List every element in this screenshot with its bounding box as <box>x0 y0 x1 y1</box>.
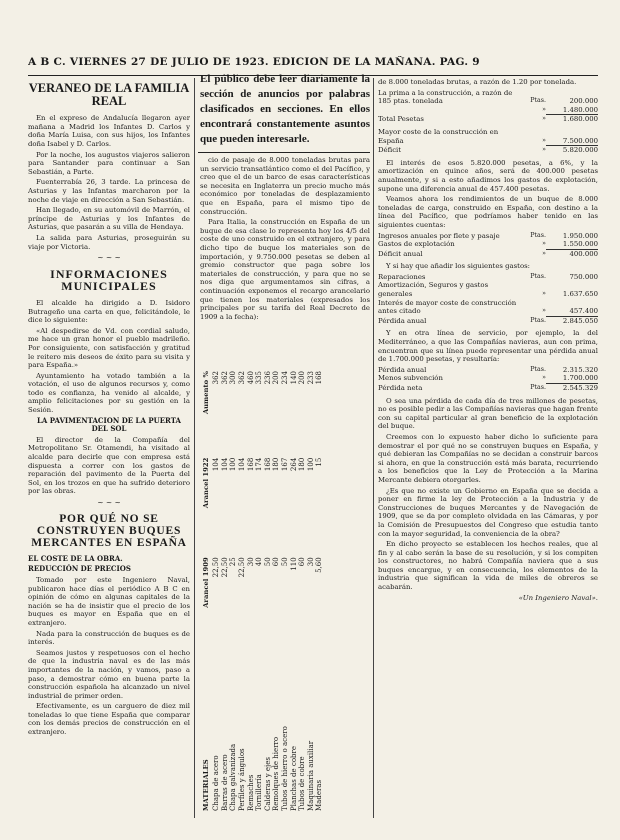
ornament-divider-2: ~ ~ ~ <box>97 498 121 507</box>
ledger-row <box>378 114 598 124</box>
tariff-cell: 104 <box>212 457 221 472</box>
info-paragraph-1: El alcalde ha dirigido a D. Isidoro Butrageño una carta en que, felicitándole, le dice lo siguiente: <box>28 298 190 325</box>
col3-paragraph-3: Veamos ahora los rendimientos de un buque de 8.000 toneladas de carga, construido en España, con destino a la línea del Pacífico, que podríamos haber tenido en las siguientes cuentas: <box>378 195 598 229</box>
tariff-cell: 200 <box>298 371 307 385</box>
ledger-label: Amortización, Seguros y gastos generales <box>378 281 489 299</box>
tariff-header-cell: MATERIALES <box>202 759 210 811</box>
ledger-prima <box>378 89 598 124</box>
table-row <box>298 368 307 814</box>
ledger-currency: Ptas. <box>530 231 546 239</box>
pavimentacion-paragraph: El director de la Compañía del Metropolitano Sr. Otamendi, ha visitado al alcalde para decirle que con empresa está dispuesta a correr con los gastos de reparación del pavimento de la Puerta del Sol, en los trozos en que ha sufrido deterioro por las obras. <box>28 435 190 496</box>
tariff-cell: 174 <box>255 457 264 472</box>
tariff-header-cell: Aumento % <box>202 371 210 415</box>
ledger-row <box>378 128 598 145</box>
tariff-cell: 50 <box>263 557 272 567</box>
table-row <box>307 368 316 814</box>
column-divider-2 <box>373 78 374 818</box>
tariff-cell: 25 <box>229 557 238 567</box>
ledger-amount: 1.950.000 <box>562 231 598 240</box>
tariff-cell: 168 <box>315 371 324 385</box>
tariff-cell: Maquinaria auxiliar <box>306 740 315 811</box>
ledger-amount: 400.000 <box>546 249 598 259</box>
ledger-gastos <box>378 273 598 326</box>
ledger-currency: Ptas. <box>530 316 546 324</box>
ledger-row <box>378 281 598 298</box>
ledger-row <box>378 366 598 375</box>
porque-subhead-2: REDUCCIÓN DE PRECIOS <box>28 564 131 574</box>
ledger-amount: 1.550.000 <box>562 240 598 249</box>
column-3 <box>378 78 598 818</box>
veraneo-headline: VERANEO DE LA FAMILIA REAL <box>28 81 190 109</box>
col3-paragraph-9: En dicho proyecto se establecen los hechos reales, que al fin y al cabo serán la base de su resolución, y si los compiten los constructores, no habrá Compañía naviera que a sus buques encargue, y en consecuencia, los elementos de la industria que significan la vida de miles de obreros se acabarán. <box>378 540 598 592</box>
ledger-row <box>378 106 598 115</box>
tariff-cell: 5,60 <box>315 557 324 573</box>
info-paragraph-2: «Al despedirse de Vd. con cordial saludo, me hace un gran honor el pueblo madrileño. Por consiguiente, con satisfacción y gratitud le reitero mis deseos de éxito para su visita y para España.» <box>28 326 190 370</box>
tariff-cell: Tubos de hierro o acero <box>281 726 290 811</box>
tariff-table-header-row <box>200 368 212 814</box>
tariff-cell: 167 <box>281 457 290 472</box>
ledger-label: Ingresos anuales por flete y pasaje <box>378 231 500 240</box>
tariff-cell: 362 <box>212 371 221 385</box>
ledger-row <box>378 145 598 155</box>
tariff-cell: 300 <box>229 371 238 385</box>
tariff-cell: Chapa de acero <box>212 755 221 811</box>
table-row <box>238 368 247 814</box>
ledger-row <box>378 240 598 249</box>
tariff-table-body <box>212 368 324 814</box>
tariff-cell: 140 <box>289 371 298 385</box>
page-header: A B C. VIERNES 27 DE JULIO DE 1923. EDICION DE LA MAÑANA. PAG. 9 <box>28 56 480 68</box>
ledger-row <box>378 273 598 282</box>
tariff-cell: Perfiles y ángulos <box>238 748 247 811</box>
ornament-divider: ~ ~ ~ <box>97 253 121 263</box>
article-signature: «Un Ingeniero Naval». <box>518 593 598 602</box>
ledger-amount: 5.820.000 <box>546 145 598 155</box>
tariff-cell: 233 <box>306 371 315 385</box>
pavimentacion-subhead: LA PAVIMENTACION DE LA PUERTA DEL SOL <box>37 415 181 434</box>
ledger-label: Mayor coste de la construcción en España <box>378 127 499 145</box>
table-row <box>281 368 290 814</box>
ledger-currency: Ptas. <box>530 384 546 391</box>
ledger-currency: » <box>542 105 546 113</box>
ledger-label: Reparaciones <box>378 272 426 281</box>
table-row <box>315 368 324 814</box>
tariff-cell: 60 <box>272 557 281 567</box>
tariff-cell: 460 <box>246 371 255 385</box>
ledger-currency: » <box>542 374 546 382</box>
veraneo-paragraph-1: En el expreso de Andalucía llegaron ayer mañana a Madrid los Infantes D. Carlos y doña María Luisa, con sus hijos, los Infantes doña Isabel y D. Carlos. <box>28 114 190 149</box>
ledger-label: Menos subvención <box>378 374 443 383</box>
tariff-cell: 362 <box>220 371 229 385</box>
tariff-cell: Tubos de cobre <box>298 756 307 811</box>
tariff-cell: Remaches <box>246 774 255 811</box>
ledger-currency: » <box>542 146 546 154</box>
porque-paragraph-2: Nada para la construcción de buques es de interés. <box>28 629 190 647</box>
tariff-cell: 15 <box>315 457 324 467</box>
ledger-label: Pérdida neta <box>378 384 423 392</box>
porque-paragraph-3: Seamos justos y respetuosos con el hecho de que la industria naval es de las más importantes de la nación, y vamos, paso a paso, a demostrar cómo en buena parte la construcción española ha alcanzado un nivel industrial de primer orden. <box>28 648 190 700</box>
tariff-cell: 30 <box>246 557 255 567</box>
ledger-label: La prima a la construcción, a razón de 185 ptas. tonelada <box>378 88 513 106</box>
tariff-cell: 168 <box>246 457 255 472</box>
tariff-cell: 100 <box>306 457 315 472</box>
tariff-cell: Calderas y ejes <box>263 757 272 811</box>
ledger-currency: » <box>542 136 546 144</box>
tariff-cell: 104 <box>238 457 247 472</box>
tariff-cell: 180 <box>272 457 281 472</box>
tariff-cell: 362 <box>238 371 247 385</box>
ledger-amount: 1.637.650 <box>562 290 598 299</box>
veraneo-paragraph-2: Por la noche, los augustos viajeros salieron para Santander para continuar a San Sebastián, a Parte. <box>28 150 190 176</box>
col3-paragraph-5: Y en otra línea de servicio, por ejemplo, la del Mediterráneo, a que las Compañías navieras, aun con prima, encuentran que su línea puede representar una pérdida anual de 1.700.000 pesetas, y resultaría: <box>378 329 598 364</box>
tariff-cell: 236 <box>263 371 272 385</box>
notice-rule <box>198 152 370 153</box>
column-1 <box>28 78 190 818</box>
tariff-cell: Maderas <box>315 779 324 811</box>
tariff-cell: 50 <box>281 557 290 567</box>
table-row <box>221 368 230 814</box>
ledger-perdida <box>378 366 598 393</box>
ledger-amount: 457.400 <box>569 307 598 316</box>
table-row <box>289 368 298 814</box>
porque-headline: POR QUÉ NO SE CONSTRUYEN BUQUES MERCANTES EN ESPAÑA <box>31 512 187 549</box>
tariff-cell: 30 <box>306 557 315 567</box>
tariff-cell: Chapa galvanizada <box>229 743 238 811</box>
ledger-currency: Ptas. <box>530 272 546 280</box>
col2-paragraph-1: cio de pasaje de 8.000 toneladas brutas para un servicio transatlántico como el del Pacífico, y creo que el de un barco de esas características se necesita en Inglaterra un precio mucho más económico por toneladas de desplazamiento que en España, para el mismo tipo de construcción. <box>200 156 370 216</box>
classified-notice: El público debe leer diariamente la sección de anuncios por palabras clasificados en secciones. En ellos encontrará constantemente asuntos que pueden interesarle. <box>200 73 370 145</box>
tariff-cell: 104 <box>220 457 229 472</box>
table-row <box>229 368 238 814</box>
tariff-cell: Barras de acero <box>220 754 229 811</box>
table-row <box>255 368 264 814</box>
info-paragraph-3: Ayuntamiento ha votado también a la votación, el uso de algunos recursos y, como todo es confianza, ha venido al alcalde, y amplio felicitaciones por su gestión en la Sesión. <box>28 371 190 415</box>
ledger-amount: 2.545.329 <box>546 383 598 393</box>
porque-subhead-1: EL COSTE DE LA OBRA. <box>28 553 123 563</box>
tariff-cell: 60 <box>298 557 307 567</box>
veraneo-paragraph-4: Han llegado, en su automóvil de Marrón, el príncipe de Asturias y los Infantes de Asturias, que pasarán a su villa de Hendaya. <box>28 206 190 232</box>
tariff-header-cell: Arancel 1922 <box>202 457 210 509</box>
ledger-label: Pérdida anual <box>378 365 427 374</box>
tariff-cell: Planchas de cobre <box>289 745 298 811</box>
tariff-cell: Tornillería <box>255 774 264 811</box>
tariff-cell: 100 <box>229 457 238 472</box>
porque-paragraph-4: Efectivamente, es un carguero de diez mil toneladas lo que tiene España que comparar con los demás precios de construcción en el extranjero. <box>28 702 190 737</box>
ledger-row <box>378 232 598 241</box>
ledger-label: Pérdida anual <box>378 316 427 325</box>
ledger-label: Interés de mayor coste de construcción antes citado <box>378 298 517 316</box>
ledger-currency: » <box>542 249 546 257</box>
ledger-amount: 2.845.050 <box>546 316 598 326</box>
ledger-row <box>378 383 598 393</box>
ledger-currency: Ptas. <box>530 365 546 373</box>
col3-paragraph-2: El interés de esos 5.820.000 pesetas, a 6%, y la amortización en quince años, será de 400.000 pesetas anualmente, y si a esto añadimos los gastos de explotación, supone una diferencia anual de 457.400 pesetas. <box>378 158 598 193</box>
col3-paragraph-6: O sea una pérdida de cada día de tres millones de pesetas, no es posible pedir a las Compañías navieras que hagan frente con su capital particular al gran beneficio de la explotación del buque. <box>378 396 598 431</box>
ledger-amount: 7.500.000 <box>562 136 598 145</box>
ledger-amount: 1.680.000 <box>546 114 598 124</box>
tariff-cell: 22,50 <box>238 557 247 578</box>
column-divider-1 <box>194 78 195 818</box>
ledger-row <box>378 249 598 259</box>
column-2-upper <box>200 156 370 366</box>
tariff-cell: 22,50 <box>212 557 221 578</box>
veraneo-paragraph-5: La salida para Asturias, proseguirán su viaje por Victoria. <box>28 233 190 251</box>
ledger-currency: Ptas. <box>530 97 546 105</box>
table-row <box>212 368 221 814</box>
tariff-table-rotated <box>200 368 368 814</box>
ledger-label: Gastos de explotación <box>378 240 455 249</box>
tariff-table-box <box>200 368 368 814</box>
ledger-label: Déficit <box>378 146 402 155</box>
tariff-cell: 200 <box>272 371 281 385</box>
tariff-cell: Remolques de hierro <box>272 736 281 811</box>
ledger-ingresos <box>378 232 598 259</box>
tariff-cell: 234 <box>281 371 290 385</box>
veraneo-paragraph-3: Fuenterrabía 26, 3 tarde. La princesa de Asturias y las Infantas marcharon por la noche de viaje en dirección a San Sebastián. <box>28 178 190 204</box>
informaciones-headline: INFORMACIONES MUNICIPALES <box>50 266 168 294</box>
tariff-cell: 335 <box>255 371 264 385</box>
ledger-row <box>378 316 598 326</box>
ledger-amount: 750.000 <box>569 272 598 281</box>
tariff-header-cell: Arancel 1909 <box>202 557 210 608</box>
col3-paragraph-1: de 8.000 toneladas brutas, a razón de 1.20 por tonelada. <box>378 78 577 86</box>
tariff-cell: 22,50 <box>220 557 229 578</box>
ledger-currency: » <box>542 290 546 298</box>
table-row <box>264 368 273 814</box>
ledger-currency: » <box>542 307 546 315</box>
ledger-amount: 2.315.320 <box>562 365 598 374</box>
ledger-amount: 200.000 <box>569 97 598 106</box>
tariff-cell: 180 <box>298 457 307 472</box>
ledger-row <box>378 89 598 106</box>
ledger-currency: » <box>542 240 546 248</box>
ledger-label: Total Pesetas <box>378 115 424 124</box>
tariff-cell: 168 <box>263 457 272 472</box>
ledger-row <box>378 299 598 316</box>
ledger-amount: 1.480.000 <box>562 105 598 114</box>
ledger-currency: » <box>542 115 546 123</box>
col3-paragraph-4: Y si hay que añadir los siguientes gastos: <box>386 262 530 271</box>
tariff-table <box>200 368 324 814</box>
ledger-label: Déficit anual <box>378 249 423 258</box>
table-row <box>246 368 255 814</box>
tariff-cell: 264 <box>289 457 298 472</box>
porque-paragraph-1: Tomado por este Ingeniero Naval, publicaron hace días el periódico A B C en opinión de cómo en algunas capitales de la nación se ha de insistir que el precio de los buques es mayor en España que en el extranjero. <box>28 575 190 627</box>
col2-paragraph-2: Para Italia, la construcción en España de un buque de esa clase lo representa hoy los 4/5 del coste de uno construido en el extranjero, y para dicho tipo de buque los materiales son de importación, y 9.750.000 pesetas se deben al gremio constructor que paga sobre los materiales de construcción, y para que no se nos diga que argumentamos sin cifras, a continuación exponemos el recargo arancelario que tienen los materiales (expresados los principales por su tarifa del Real Decreto de 1909 a la fecha): <box>200 218 370 321</box>
col3-paragraph-8: ¿Es que no existe un Gobierno en España que se decida a poner en firme la ley de Protección a la Industria y de Construcciones de buques Mercantes y de Navegación de 1909, que se da por completo olvidada en las Cámaras, y por la Comisión de Presupuestos del Congreso que estudia tanto con la mayor seguridad, la conveniencia de la obra? <box>378 486 598 538</box>
ledger-coste <box>378 128 598 155</box>
tariff-cell: 110 <box>289 557 298 571</box>
ledger-amount: 1.700.000 <box>562 374 598 383</box>
col3-paragraph-7: Creemos con lo expuesto haber dicho lo suficiente para demostrar el por qué no se construyen buques en España, y qué debieran las Compañías no se decidan a construir barcos si ahora, en que la construcción está más barata, recurriendo a los beneficios que la Ley de Protección a la Marina Mercante debiera otorgarles. <box>378 432 598 484</box>
table-row <box>272 368 281 814</box>
ledger-row <box>378 374 598 383</box>
tariff-cell: 40 <box>255 557 264 567</box>
